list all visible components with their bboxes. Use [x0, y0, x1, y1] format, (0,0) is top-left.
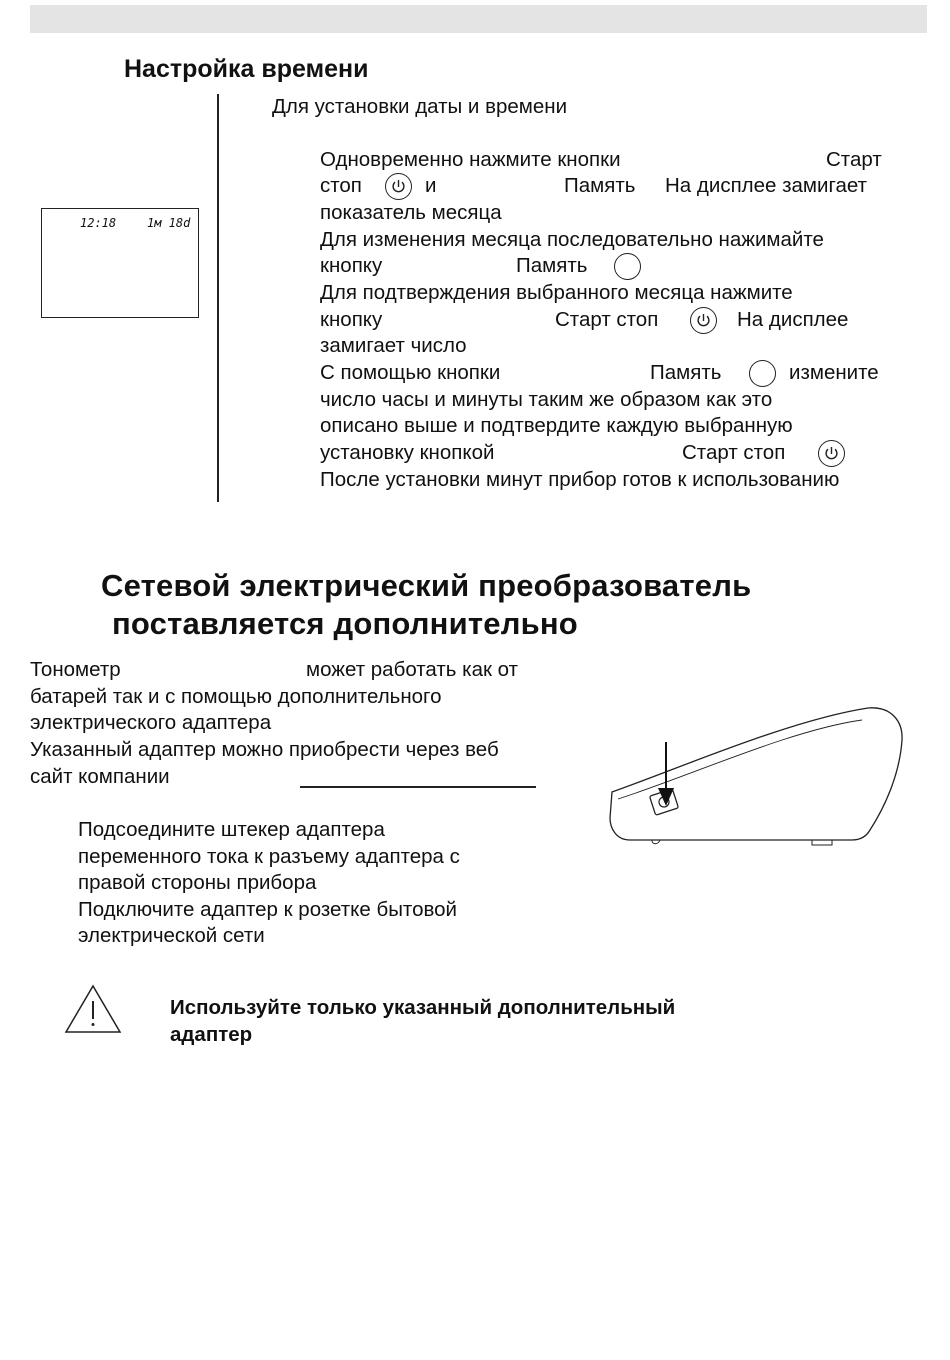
instruction-line: стоп [320, 174, 362, 197]
section-heading-adapter: Сетевой электрический преобразователь [101, 568, 752, 603]
adapter-step: электрической сети [78, 924, 265, 947]
device-side-illustration [600, 700, 910, 855]
instruction-line: Старт стоп [682, 441, 786, 464]
instruction-line: замигает число [320, 334, 467, 357]
instruction-line: измените [789, 361, 879, 384]
lcd-time: 12:18 [80, 216, 117, 230]
warning-text-line2: адаптер [170, 1023, 253, 1046]
instruction-line: На дисплее [737, 308, 849, 331]
instruction-line: кнопку [320, 308, 383, 331]
start-stop-button-icon [385, 173, 412, 200]
instruction-line: Одновременно нажмите кнопки [320, 148, 621, 171]
start-stop-button-icon [690, 307, 717, 334]
instruction-line: С помощью кнопки [320, 361, 501, 384]
instruction-line: Старт стоп [555, 308, 659, 331]
memory-button-icon [749, 360, 776, 387]
lcd-display-illustration [41, 208, 199, 318]
section-heading-time: Настройка времени [124, 55, 369, 83]
vertical-divider [217, 94, 219, 502]
adapter-step: правой стороны прибора [78, 871, 317, 894]
instruction-line: Для подтверждения выбранного месяца нажмите [320, 281, 793, 304]
instruction-line: Память [650, 361, 722, 384]
memory-button-icon [614, 253, 641, 280]
adapter-paragraph: Указанный адаптер можно приобрести через веб [30, 738, 499, 761]
adapter-step: переменного тока к разъему адаптера с [78, 845, 460, 868]
adapter-paragraph: сайт компании [30, 765, 170, 788]
adapter-step: Подключите адаптер к розетке бытовой [78, 898, 457, 921]
instruction-line: На дисплее замигает [665, 174, 868, 197]
instruction-line: Старт [826, 148, 882, 171]
instruction-line: число часы и минуты таким же образом как это [320, 388, 773, 411]
intro-text: Для установки даты и времени [272, 95, 568, 118]
instruction-line: После установки минут прибор готов к использованию [320, 468, 840, 491]
warning-text: Используйте только указанный дополнительный [170, 996, 676, 1019]
warning-icon [63, 983, 123, 1035]
instruction-line: описано выше и подтвердите каждую выбранную [320, 414, 793, 437]
instruction-line: показатель месяца [320, 201, 502, 224]
adapter-paragraph: может работать как от [306, 658, 518, 681]
top-gray-bar [30, 5, 927, 33]
instruction-line: и [425, 174, 437, 197]
instruction-line: установку кнопкой [320, 441, 495, 464]
website-blank-line [300, 786, 536, 788]
instruction-line: кнопку [320, 254, 383, 277]
start-stop-button-icon [818, 440, 845, 467]
adapter-paragraph: электрического адаптера [30, 711, 272, 734]
lcd-date: 1м 18d [147, 216, 191, 230]
instruction-line: Память [516, 254, 588, 277]
adapter-paragraph: Тонометр [30, 658, 121, 681]
adapter-paragraph: батарей так и с помощью дополнительного [30, 685, 442, 708]
instruction-line: Для изменения месяца последовательно нажимайте [320, 228, 824, 251]
adapter-step: Подсоедините штекер адаптера [78, 818, 385, 841]
instruction-line: Память [564, 174, 636, 197]
section-heading-adapter-line2: поставляется дополнительно [112, 606, 578, 641]
